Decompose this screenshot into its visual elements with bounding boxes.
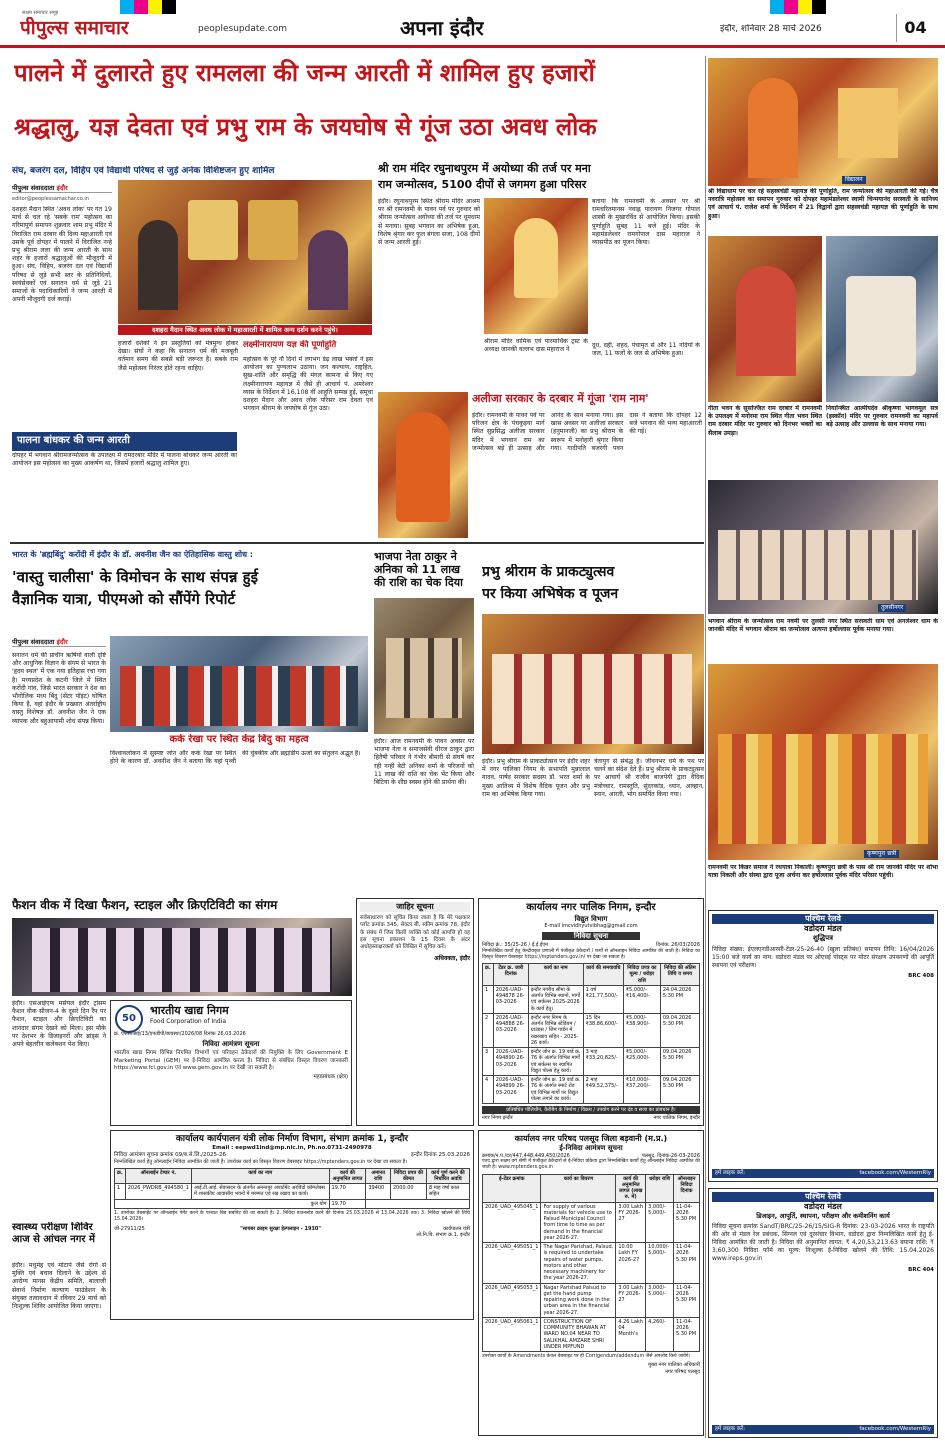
photo-hanuman (396, 412, 450, 522)
rly2-sub: वडोदरा मंडल (804, 1202, 842, 1211)
imc-header-4: निविदा प्रपत्र का मूल्य / धरोहर राशि (623, 964, 660, 986)
rly2-footer (712, 1425, 934, 1434)
imc-cell-1: 2026-UAD-494878 26-03-2026 (493, 985, 528, 1013)
right-caption-2a: गीता भवन के सुसज्जित राम दरबार में रामनवमी के उपलक्ष्य में मनोरमा राम स्थित गीता भवन स्थित राम दरबार मंदिर पर गुरुवार को दिनभर भक्तों का सैलाब उमड़ा। (708, 405, 822, 437)
bw-header-1: कार्य का विवरण (541, 1174, 616, 1202)
bw-table (482, 1174, 700, 1353)
right-photo-2b (826, 236, 938, 402)
side-body: महोत्सव के पूरे नौ दिनों में लगभग डेढ़ लाख भक्तों ने इस आयोजन का पुण्यलाभ उठाया। जन कल्याण, राष्ट्रहित, सुख-शांति और समृद्धि की मंगल कामना से किए गए लक्ष्मीनारायण महायज्ञ में जैसे ही आचार्य पं. अमरेश्वर व्यास के निर्देशन में 16,108 वीं आहुति सम्पन्न हुई, समूचा दशहरा मैदान और अवध लोक परिसर राम देवता एवं भगवान श्रीराम के जयघोष से गूंज उठा। (243, 356, 373, 413)
table-row (115, 1184, 470, 1200)
imc-cell-0: 3 (483, 1048, 494, 1076)
story4-byline-city: इंदौर (56, 638, 68, 646)
jahir-body: सर्वसाधारण को सूचित किया जाता है कि मेरे पक्षकार प्लॉट क्रमांक 345, सेक्टर बी, स्कीम क्रमांक 78, इंदौर के संबंध में जिस किसी व्यक्ति को कोई आपत्ति हो वह इस सूचना प्रकाशन के 15 दिवस के अंदर अधोहस्ताक्षरकर्ता को लिखित में सूचित करें। (360, 915, 470, 950)
story5-head2: अनिका को 11 लाख (374, 563, 461, 577)
story6-head1: प्रभु श्रीराम के प्राकट्युत्सव (482, 564, 615, 580)
lead-headline-2: श्रद्धालु, यज्ञ देवता एवं प्रभु राम के जयघोष से गूंज उठा अवध लोक (14, 112, 597, 141)
bw-cell-4: 11-04-2026 5.30 PM (673, 1283, 699, 1317)
imc-cell-4: ₹5,000/- ₹16,400/- (623, 985, 660, 1013)
pwd-cell-0: 1 (115, 1184, 126, 1200)
pwd-sign2: लो.नि.वि. संभाग क्र.1, इन्दौर (416, 1231, 470, 1238)
pwd-sign-row (114, 1226, 470, 1239)
right-caption-4: रामनवमी पर किन्नर समाज ने रथयात्रा निकाली। कृष्णपुरा छत्री के पास श्री राम जानकी मंदिर पर शोभा यात्रा निकली और संस्था द्वारा पूजा अर्चना कर हर्षोल्लास पूर्वक मंदिर परिसर पहुंची। (708, 864, 938, 880)
story7-body: इंदौर। एसआईएफ मसेयल इंदौर ट्रांसम फैशन वीक सीजन-4 के दूसरे दिन रैंप पर फैशन, स्टाइल और क्रिएटिविटी का शानदार संगम देखने को मिला। इस मौके पर देशभर के डिजाइनरों और ब्रांड्स ने अपने बेहतरीन कलेक्शन पेश किए। (12, 1000, 106, 1048)
imc-email[interactable]: E-mail imcvidhyutvibhag@gmail.com (544, 923, 638, 930)
barwani-ad (478, 1130, 704, 1436)
lead-subhead: संघ, बजरंग दल, विहिप एवं विद्यार्थी परिषद से जुड़े अनेक विशिष्टजन हुए शामिल (12, 166, 275, 176)
imc-cell-3: 3 माह ₹33,20,825/- (583, 1048, 623, 1076)
bw-cell-0: 2026_UAD_495061_1 (483, 1317, 541, 1351)
story2-head2: राम जन्मोत्सव, 5100 दीपों से जगमग हुआ परिसर (378, 178, 587, 191)
rly1-dept: शुद्धिपत्र (812, 934, 833, 942)
table-row (483, 1202, 700, 1243)
byline-city: इंदौर (56, 184, 68, 192)
pwd-notes: 1. उपरोक्त वेबसाईट पर ऑनलाईन पेमेंट करने के पश्चात बिड सबमिट की जा सकती है। 2. निविदा डाउनलोड करने की दिनांक 25.03.2026 से 13.04.2026 तक। 3. निविदा खोलने की तिथि 15.04.2026। (114, 1210, 470, 1223)
fci-sub: Food Corporation of India (150, 1017, 227, 1025)
railway-ad-1 (708, 910, 938, 1182)
pwd-intro: निम्नलिखित कार्य हेतु ऑनलाईन निविदा आमंत्रित की जाती है। उपरोक्त कार्य का विस्तृत विवरण वेबसाइट https://mptenders.gov.in पर देखा जा सकता है। (114, 1159, 408, 1165)
imc-header-2: कार्य का नाम (528, 964, 583, 986)
bw-cell-3: 4,260/- (646, 1317, 674, 1351)
rly1-like: हमें लाइक करें: (715, 1170, 746, 1177)
bw-cell-0: 2026_UAD_495045_1 (483, 1202, 541, 1243)
bw-cell-1: For supply of various materials for vehicle use to Palsud Municipal Council from time to time as per demand in the financial year 2026-27. (541, 1202, 616, 1243)
rly1-body: निविदा संख्या: ईएलएनडीआरसी-टेंडर-25-26-40 (खुला प्रतिबंध) समापन तिथि: 16/04/2026 15:00 बजे कार्य का नाम: वडोदरा मंडल पर ओएचई पोस्ट्स पर मोटर संरक्षण उपकरणों की आपूर्ति स्थापना एवं परीक्षण। (712, 945, 934, 969)
fci-notice: निविदा आमंत्रण सूचना (202, 1039, 260, 1048)
table-row (483, 1243, 700, 1284)
photo-idol (188, 200, 238, 260)
story2-body-a: इंदौर। रघुनाथपुरम स्थित श्रीराम मंदिर आश्रम पर श्री रामनवमी के पावन पर्व पर गुरुवार को श्रीराम जन्मोत्सव अयोध्या की तर्ज पर धूमधाम से मनाया। सुबह भगवान का अभिषेक हुआ, विशेष श्रृंगार कर फूल बंगला सजा, 108 दीपों से जन्म आरती हुई। (378, 198, 480, 246)
pwd-cell-6: 8 माह वर्षा काल सहित (426, 1184, 469, 1200)
rly1-sub: वडोदरा मंडल (804, 924, 842, 933)
bw-cell-4: 11-04-2026 5.30 PM (673, 1243, 699, 1284)
bw-cell-3: 3,000/- 5,000/- (646, 1202, 674, 1243)
imc-ad (478, 898, 704, 1126)
brand-logo: पीपुल्स समाचार (20, 17, 129, 39)
rly1-fb[interactable]: facebook.com/WesternRly (859, 1170, 931, 1177)
story2-body-b: बताया कि रामनवमी के अवसर पर श्री रामचरितमानस नवाह्न पारायण निजगर गोपाल शास्त्री के मुखारविंद से आयोजित किया। इसकी पूर्णाहुति सुबह 11 बजे हुई। मंदिर के महामंडलेश्वर रामगोपाल दास महाराज ने व्यासपीठ का पूजन किया। (592, 198, 700, 246)
imc-cell-3: 15 दिन ₹38,86,600/- (583, 1013, 623, 1047)
section-divider (10, 542, 704, 544)
imc-cell-1: 2026-UAD-494888 26-03-2026 (493, 1013, 528, 1047)
lead-headline-1: पालने में दुलारते हुए रामलला की जन्म आरती में शामिल हुए हजारों (14, 58, 595, 87)
photo-idol-center (514, 218, 558, 298)
pwd-header-0: क्र. (115, 1168, 126, 1184)
imc-cell-2: इन्दौर जोन क्र. 19 वार्ड क्र. 76 के अंतर्गत विभिन्न मार्गों एवं सर्कल्स पर स्थापित विद्युत पोल्स हेतु कार्य। (528, 1048, 583, 1076)
imc-cell-3: 2 माह ₹49,52,375/- (583, 1076, 623, 1104)
photo-procession (718, 734, 928, 844)
photo-cheque (386, 638, 462, 718)
pwd-slogan: "सायबर क्राइम सुरक्षा हेल्पलाइन - 1930" (240, 1225, 321, 1232)
story6-head2: पर किया अभिषेक व पूजन (482, 586, 619, 602)
bw-cell-2: 3.00 Lakh FY 2026-27 (616, 1283, 646, 1317)
imc-date: दिनांक: 26/03/2026 (656, 942, 700, 949)
imc-cell-4: ₹5,000/- ₹38,900/- (623, 1013, 660, 1047)
imc-cell-0: 4 (483, 1076, 494, 1104)
pwd-sign-block (416, 1226, 470, 1239)
rly2-code: BRC 404 (908, 1266, 934, 1273)
bw-cell-3: 3,000/- 5,000/- (646, 1283, 674, 1317)
rly2-dept: डिजाइन, आपूर्ति, स्थापना, परीक्षण और कमीशनिंग कार्य (756, 1212, 890, 1220)
imc-footer: प्रतिबंधित पॉलिथीन, कैरीबैग के निर्माण / विक्रय / उपयोग करने पर दंड व सजा का प्रावधान है। (482, 1106, 700, 1114)
story2-head1: श्री राम मंदिर रघुनाथपुरम में अयोध्या की तर्ज पर मना (378, 162, 591, 175)
story4-body2: विश्वावलोकन में सुस्पष्ट जोन और कर्क रेखा पर स्थित होने के कारण डॉ. अवनीश जैन ने बताया कि यहां पृथ्वी की चुंबकीय और ब्रह्मांडीय ऊर्जा का संतुलन अद्भुत है। (110, 750, 361, 766)
photo-puja (492, 654, 692, 744)
page-number: 04 (896, 14, 934, 42)
pwd-cell-2: आई.टी.आई. सेवासदन के अंतर्गत अनन्तपुर अपार्टमेंट अरविंदो कॉम्प्लेक्स में शासकीय आवासीय भवनों में मरम्मत एवं रख रखाव का कार्य। (191, 1184, 329, 1200)
photo-figure (138, 220, 178, 310)
story5-photo (374, 598, 474, 734)
jahir-title: जाहिर सूचना (360, 902, 470, 912)
pwd-ref-row (114, 1152, 470, 1159)
pwd-sign: कार्यपालन यंत्री (443, 1225, 470, 1232)
photo-figure-2 (308, 230, 348, 310)
right-photo-3 (708, 480, 938, 614)
right-tag-krish: कृष्णपुरा छत्री (864, 850, 899, 858)
imc-sign2: नगर पालिक निगम, इन्दौर (653, 1115, 700, 1122)
masthead (0, 10, 945, 48)
imc-sign: नगर निगम इन्दौर (482, 1115, 513, 1122)
imc-cell-5: 24.04.2026 5:30 PM (660, 985, 699, 1013)
imc-title: कार्यालय नगर पालिक निगम, इन्दौर (526, 902, 656, 913)
lead-email[interactable]: editor@peoplessamachar.co.in (12, 196, 89, 202)
right-photo-2a (708, 236, 822, 402)
pwd-table (114, 1168, 470, 1209)
imc-cell-2: इन्दौर नगरीय सीमा के अंतर्गत विभिन्न स्थानों, मार्गों एवं सर्कल्स 2025-2026 के कार्य हेतु। (528, 985, 583, 1013)
rly1-code: BRC 408 (908, 973, 934, 980)
bw-cell-1: The Nagar Parishad, Palsud, is required to undertake repairs of water pumps, motors and other necessary machinery for the year 2026-27. (541, 1243, 616, 1284)
table-row (483, 1048, 700, 1076)
imc-sign-row (482, 1115, 700, 1121)
bw-cell-3: 10,000/- 5,000/- (646, 1243, 674, 1284)
imc-cell-5: 09.04.2026 5:30 PM (660, 1048, 699, 1076)
rly1-title: पश्चिम रेलवे (712, 914, 934, 924)
imc-header-1: टेंडर क्र. जारी दिनांक (493, 964, 528, 986)
photo-krishna (846, 276, 916, 376)
story7-photo (12, 918, 352, 996)
story8-body: इंदौर। मधुमेह एवं मोटापे जैसे रोगों से मुक्ति एवं बचाव दिलाने के उद्देश्य से आरोग्य मानस केंद्रीय समिति, बालाजी सेवार्थ निर्माण कल्याण फाउंडेशन के संयुक्त तत्वावधान में रविवार 29 मार्च को निःशुल्क शिविर आयोजित किया जाएगा। (12, 1262, 106, 1310)
imc-cell-0: 1 (483, 985, 494, 1013)
imc-cell-2: इन्दौर नगर निगम के अंतर्गत विभिन्न स्टेडियम / ग्राउंडस / जिम गार्डन में रखरखाव सहित - 2025-26 कार्य। (528, 1013, 583, 1047)
story8-headline (12, 1222, 106, 1246)
rly1-footer (712, 1169, 934, 1178)
railway-ad-2 (708, 1188, 938, 1438)
side-heading: लक्ष्मीनारायण यज्ञ की पूर्णाहुति (243, 340, 337, 350)
pwd-cell-1: 2026_PWDRB_494580_1 (125, 1184, 191, 1200)
story3-photo (378, 392, 468, 538)
pwd-total-label: कुल योग (115, 1199, 330, 1208)
imc-cell-0: 2 (483, 1013, 494, 1047)
imc-header-5: निविदा की अंतिम तिथि व समय (660, 964, 699, 986)
story4-head1: 'वास्तु चालीसा' के विमोचन के साथ संपन्न हुई (12, 568, 258, 586)
pwd-header-4: अमानत राशि (366, 1168, 391, 1184)
table-row (483, 1283, 700, 1317)
bw-notice: ई-निविदा आमंत्रण सूचना (559, 1144, 623, 1152)
bw-header-0: ई-टेंडर क्रमांक (483, 1174, 541, 1202)
photo-saint (748, 78, 798, 178)
bw-header-4: ऑनलाइन निविदा दिनांक (673, 1174, 699, 1202)
imc-dept: विद्युत विभाग (574, 914, 608, 923)
imc-notice: निविदा सूचना (542, 932, 640, 941)
pwd-header-2: कार्य का नाम (191, 1168, 329, 1184)
imc-cell-1: 2026-UAD-494890 26-03-2026 (493, 1048, 528, 1076)
story4-byline (12, 638, 106, 647)
imc-cell-3: 1 वर्ष ₹21,77,500/- (583, 985, 623, 1013)
pwd-code: जी-27911/25 (114, 1225, 145, 1232)
story2-body-c: दूध, दही, शहद, पंचामृत से और 11 नदियों के जल, 11 फलों के जल से अभिषेक हुआ। (592, 342, 700, 358)
bw-cell-2: 3.00 Lakh FY 2026-27 (616, 1202, 646, 1243)
bw-cell-4: 11-04-2026 5.30 PM (673, 1202, 699, 1243)
story6-photo-caption: इंदौर। प्रभु श्रीराम के प्राकट्योत्सव पर इंदौर शहर में नगर पालिका निगम के सभापति मुन्नालाल यादव, पार्षद सरकार सदस्य डॉ. भरत शर्मा के मुख्य आतिथ्य में विशेष वैदिक पूजन और प्रभु राम का अभिषेक किया गया। (482, 758, 590, 798)
bw-header-3: धरोहर राशि (646, 1174, 674, 1202)
bw-cell-1: CONSTRUCTION OF COMMUNITY BHAWAN AT WARD NO.04 NEAR TO SALIKHAL AMZARE SHRI UNDER MPFUND (541, 1317, 616, 1351)
table-row (483, 1076, 700, 1104)
fci-body: भारतीय खाद्य निगम विभिन्न निगमित विभागों एवं परिवहन ठेकेदारों की नियुक्ति के लिए Government E Marketing Portal (GEM) पर ई-निविदा आमंत्रित करता है। निविदा से संबंधित विस्तृत विवरण जानकारी https://www.fci.gov.in एवं www.gem.gov.in पर देखी जा सकती है। (114, 1050, 348, 1071)
bw-header-2: कार्य की अनुमानित लागत (लाख रु. में) (616, 1174, 646, 1202)
imc-cell-5: 09.04.2026 5:30 PM (660, 1013, 699, 1047)
story3-body: इंदौर। रामनवमी के पावन पर्व पर परिजन क्षेत्र के पंचकुइया मार्ग स्थित सुप्रसिद्ध अलीजा सरकार मंदिर में भगवान राम का जन्मोत्सव बड़े ही उत्साह और आनंद के साथ मनाया गया। इस खास अवसर पर अलीजा सरकार (हनुमानजी) का प्रभु श्रीराम के स्वरूप में मनोहारी श्रृंगार किया गया। गादीपति बजरंगी पवन दास ने बताया कि दोपहर 12 बजे भगवान की भव्य महाआरती की गई। (472, 412, 702, 452)
rly2-fb[interactable]: facebook.com/WesternRly (859, 1426, 931, 1433)
bw-cell-0: 2026_UAD_495051_1 (483, 1243, 541, 1284)
fci-title: भारतीय खाद्य निगम (150, 1004, 229, 1017)
imc-cell-4: ₹10,000/- ₹37,200/- (623, 1076, 660, 1104)
brand-tagline: सक्षम समाचार समूह (22, 10, 59, 16)
bw-cell-2: 10.00 Lakh FY 2026-27 (616, 1243, 646, 1284)
fci-ad (110, 1000, 352, 1126)
story4-byline-name: पीपुल्स संवाददाता (12, 638, 55, 646)
story5-head3: की राशि का चेक दिया (374, 576, 463, 590)
imc-header-0: क्र. (483, 964, 494, 986)
pwd-date: इन्दौर दिनांक 25.03.2026 (410, 1152, 470, 1159)
photo-idol-2 (248, 200, 298, 260)
bw-title: कार्यालय नगर परिषद पलसूद जिला बड़वानी (म.प्र.) (514, 1134, 668, 1143)
jahir-sign: अधिवक्ता, इंदौर (434, 955, 470, 963)
story4-body: सनातन धर्म की प्राचीन ऋषियों वाली दृष्टि और आधुनिक विज्ञान के संगम से भारत के 'हृदय स्थल' में एक नया इतिहास रचा गया है। मध्यप्रदेश के कटनी जिले में स्थित करोंदी गांव, जिसे भारत सरकार ने देश का भौगोलिक मध्य बिंदु (सेंटर पॉइंट) घोषित किया है, वहां इंदौर के प्रख्यात अंतर्राष्ट्रीय वास्तु विशेषज्ञ डॉ. अवनीश जैन ने एक व्यापक और बहुआयामी शोध संपन्न किया। (12, 652, 106, 725)
byline-name: पीपुल्स संवाददाता (12, 184, 55, 192)
story8-head1: स्वास्थ्य परीक्षण शिविर (12, 1222, 93, 1233)
imc-cell-5: 09.04.2026 5:30 PM (660, 1076, 699, 1104)
pwd-email[interactable]: Email : eepwd1ind@mp.nic.in, Ph.no.0731-2490978 (212, 1145, 372, 1152)
fci-sign: महाप्रबंधक (क्षेत्र) (313, 1074, 348, 1080)
lead-photo-caption: दशहरा मैदान स्थित अवध लोक में महाआरती में शामिल अन्य दर्शन करने पहुंचे। (118, 325, 372, 335)
bw-cell-2: 4.26 Lakh 04 Month's (616, 1317, 646, 1351)
pwd-header-5: निविदा प्रपत्र की कीमत (390, 1168, 426, 1184)
bw-intro: एतद द्वारा सक्षम वर्ग श्रेणी में पंजीकृत ठेकेदारों से ई-निविदा प्रक्रिया द्वारा निम्नलिखित कार्यों हेतु ऑनलाईन निविदा आमंत्रित की जाती है। www.mptenders.gov.in (482, 1159, 700, 1171)
right-caption-2b: नियान्स्थित आत्मीयदेव श्रीकृष्णा भागवमूल सत्र (इस्कॉन) मंदिर पर गुरुवार रामनवमी का महापर्व बड़े उत्साह और उल्लास के साथ मनाया गया। (826, 405, 938, 429)
section-title: अपना इंदौर (400, 16, 484, 40)
table-row (483, 1013, 700, 1047)
right-caption-1: श्री विद्याधाम पर चल रहे सहस्त्रचंडी महायज्ञ की पूर्णाहुति, राम जन्मोत्सव की महाआरती की गई। चैत्र नवरात्रि महोत्सव का समापन गुरुवार को दोपहर महामंडलेश्वर स्वामी चिन्मयानंद सरस्वती के सानिध्य एवं आचार्य पं. राजेश शर्मा के निर्देशन में 21 विद्वानों द्वारा सहस्त्रचंडी महायज्ञ की पूर्णाहुति के साथ हुआ। (708, 188, 938, 220)
story3-headline: अलीजा सरकार के दरबार में गूंजा 'राम नाम' (472, 392, 649, 405)
bw-cell-1: Nagar Parishad Palsud to get the hand pump repairing work done in the urban area in the financial year 2026-27. (541, 1283, 616, 1317)
photo-group (718, 530, 918, 600)
bw-footer: उपरोक्त कार्यों के Amendments केवल वेबसाइट पर ही Corrigendum/addendum जैसे अपलोड किये जायेंगे। (482, 1354, 691, 1360)
bw-cell-0: 2026_UAD_495053_1 (483, 1283, 541, 1317)
story7-headline: फैशन वीक में दिखा फैशन, स्टाइल और क्रिएटिविटी का संगम (12, 898, 278, 912)
box-body: दोपहर में भगवान श्रीरामजन्मोत्सव के उपलक्ष्य में रामदरबार मंदिर में पालना बांधकर जन्म आरती का आयोजन इस महोत्सव का मुख्य आकर्षण था, जिसमें हजारों श्रद्धालु शामिल हुए। (12, 452, 237, 468)
bw-sign-block (482, 1362, 700, 1375)
bw-cell-4: 11-04-2026 5.30 PM (673, 1317, 699, 1351)
bw-sign: मुख्य नगर पालिका अधिकारी (648, 1362, 700, 1369)
fci-ref: क्र. एफसीआई/13/एफडीपी/ब्यवस्था/2026/08 दिनांक 26.03.2026 (114, 1031, 246, 1038)
rly2-body: निविदा सूचना क्रमांक SandT/BRC/25-26/15/SIG-R दिनांक: 23-03-2026 भारत के राष्ट्रपति की ओर से मंडल रेल प्रबंधक, सिग्नल एवं दूरसंचार विभाग, वडोदरा द्वारा निम्नलिखित कार्य हेतु ई-निविदा आमंत्रित की जाती है। निविदा की अनुमानित लागत: ₹ 4,20,53,213.63 बयाना राशि: ₹ 3,60,300 निविदा फॉर्म का मूल्य: निःशुल्क ई-निविदा खोलने की तिथि: 15.04.2026 www.ireps.gov.in (712, 1223, 934, 1262)
website-url[interactable]: peoplesupdate.com (198, 24, 287, 34)
fci-logo-icon: 50 (115, 1005, 143, 1033)
pwd-title: कार्यालय कार्यपालन यंत्री लोक निर्माण विभाग, संभाग क्रमांक 1, इन्दौर (175, 1134, 409, 1144)
story6-body: त्रेतायुग से संबंद्ध है। जीवनभर धर्म के पथ पर चलने का संदेश देते हैं। प्रभु श्रीराम के प्राकट्युत्सव पर आचार्य श्री राजीव बाजपेयी द्वारा वैदिक मंत्रोच्चार, रामस्तुति, सुंदरकांड, ध्यान, आव्हान, स्नान, आरती, भोग समर्पित किया गया। (594, 758, 704, 798)
box-heading: पालना बांधकर की जन्म आरती (12, 432, 237, 451)
rly2-like: हमें लाइक करें: (715, 1426, 746, 1433)
story2-photo (484, 198, 588, 334)
imc-table (482, 963, 700, 1104)
story4-photo (110, 636, 368, 732)
imc-cell-4: ₹5,000/- ₹25,000/- (623, 1048, 660, 1076)
story5-body: इंदौर। आज रामनवमी के पावन अवसर पर भाजपा नेता व समाजसेवी धीरज ठाकुर द्वारा हितैषी परिवार ने गंभीर बीमारी से संघर्ष कर रही नन्ही बेटी अनिका शर्मा के परिजनों को 11 लाख की राशि का चेक भेंट किया और बिटिया के शीघ्र स्वस्थ होने की प्रार्थना की। (374, 738, 474, 786)
pwd-ad (110, 1130, 474, 1320)
table-row (483, 985, 700, 1013)
lead-photo (118, 180, 372, 324)
bw-sign2: नगर परिषद पलसूद (665, 1368, 700, 1375)
pwd-header-1: ऑनलाईन टेण्डर नं. (125, 1168, 191, 1184)
imc-intro: निम्नलिखित कार्यों हेतु केन्द्रीयकृत प्रणाली में पंजीकृत ठेकेदारों / फर्मों से ऑनलाइन निविदा आमंत्रित की जाती है। निविदा का विस्तृत विवरण वेबसाइट https://mptenders.gov.in/ पर देखा जा सकता है। (482, 948, 700, 960)
lead-byline (12, 184, 112, 193)
pwd-header-6: कार्य पूर्ण करने की निर्धारित अवधि (426, 1168, 469, 1184)
photo-altar (838, 88, 898, 158)
right-tag-tulsi: तुलसीनगर (878, 604, 906, 612)
imc-cell-1: 2026-UAD-494899 26-03-2026 (493, 1076, 528, 1104)
right-photo-4 (708, 664, 938, 860)
rly2-title: पश्चिम रेलवे (712, 1192, 934, 1202)
story5-head (374, 550, 474, 590)
pwd-total: 19.70 (329, 1199, 366, 1208)
pwd-notice: निविदा आमंत्रण सूचना क्रमांक 09/ब.से.लि./2025-26 (114, 1152, 227, 1159)
pwd-cell-3: 19.70 (329, 1184, 366, 1200)
pwd-cell-4: 39400 (366, 1184, 391, 1200)
photo-ramdarbar (736, 266, 796, 376)
photo-models (32, 928, 332, 992)
story5-head1: भाजपा नेता ठाकुर ने (374, 550, 457, 563)
lead-body-col2: हजारों दर्शकों ने इन प्रस्तुतियों को मंत्रमुग्ध होकर देखा। संघों ने कहा कि सनातन धर्म की मजबूती वर्तमान समय की सबसे बड़ी जरूरत है। सबके राम जैसे महोत्सव निरंतर होते रहना चाहिए। (118, 340, 238, 372)
story4-subhead: कर्क रेखा पर स्थित केंद्र बिंदु का महत्व (169, 734, 309, 745)
story4-head2: वैज्ञानिक यात्रा, पीएमओ को सौंपेंगे रिपोर्ट (12, 590, 236, 608)
pwd-cell-5: 2000.00 (390, 1184, 426, 1200)
lead-body-col1: दशहरा मैदान स्थित 'अवध लोक' पर गत 19 मार्च से चल रहे 'सबके राम' महोत्सव का गरिमापूर्ण समापन शुक्रवार शाम प्रभु मंदिर में विराजित राम दरबार की दिव्य महाआरती एवं उसके पूर्व दोपहर में पालने में विराजित नन्हे प्रभु श्रीराम लला की जन्म आरती के साथ शहर के हजारों श्रद्धालुओं की मौजूदगी में हुआ। संघ, विहिप, बजरंग दल एवं विद्यार्थी परिषद से जुड़े सभी स्तर के प्रतिनिधियों, स्वयंसेवकों एवं सनातन धर्म से जुड़े 21 समाजों के पदाधिकारियों ने जन्म आरती में अपनी मौजूदगी दर्ज कराई। (12, 206, 112, 304)
imc-ref: निविदा क्रं.: 35/25-26 / ई.ई.ईएम (482, 942, 549, 949)
story8-head2: आज से आंचल नगर में (12, 1234, 95, 1245)
right-caption-3: भगवान श्रीराम के जन्मोत्सव राम नवमी पर तुलसी नगर स्थित सरस्वती धाम एवं अनलेश्वर धाम के जानकी मंदिर में भगवान श्रीराम का जन्मोत्सव अत्यन्त हर्षोल्लास पूर्वक मनाया गया। (708, 618, 938, 634)
photo-team (120, 666, 358, 726)
imc-header-3: कार्य की समयावधि (583, 964, 623, 986)
story4-kicker: भारत के 'ब्रह्मबिंदु' करोंदी में इंदौर के डॉ. अवनीश जैन का ऐतिहासिक वास्तु शोध : (12, 550, 253, 559)
imc-cell-2: इन्दौर जोन क्र. 19 वार्ड क्र. 76 के अंतर्गत स्मार्ट रोड एवं विभिन्न मार्गों पर विद्युत पोल्स लगाने का कार्य। (528, 1076, 583, 1104)
story2-photo-caption: श्रीराम मंदिर धार्मिक एवं पारमार्थिक ट्रस्ट के अध्यक्ष जानकी वल्लभ दास महाराज ने (484, 338, 588, 354)
right-tag-top: विद्यालन (842, 176, 866, 184)
right-photo-1 (708, 58, 938, 186)
story6-photo (482, 614, 704, 754)
jahir-ad (356, 898, 474, 1126)
column-rule-right (705, 56, 706, 1438)
bw-date: पलसूद, दिनांक-26-03-2026 (641, 1152, 700, 1159)
bw-ref: क्रमांक/न.प./दर/447,448,449,450/2026 (482, 1152, 570, 1159)
table-row (483, 1317, 700, 1351)
pwd-header-3: कार्य की अनुमानित लागत (329, 1168, 366, 1184)
dateline: इंदौर, शनिवार 28 मार्च 2026 (720, 24, 822, 34)
